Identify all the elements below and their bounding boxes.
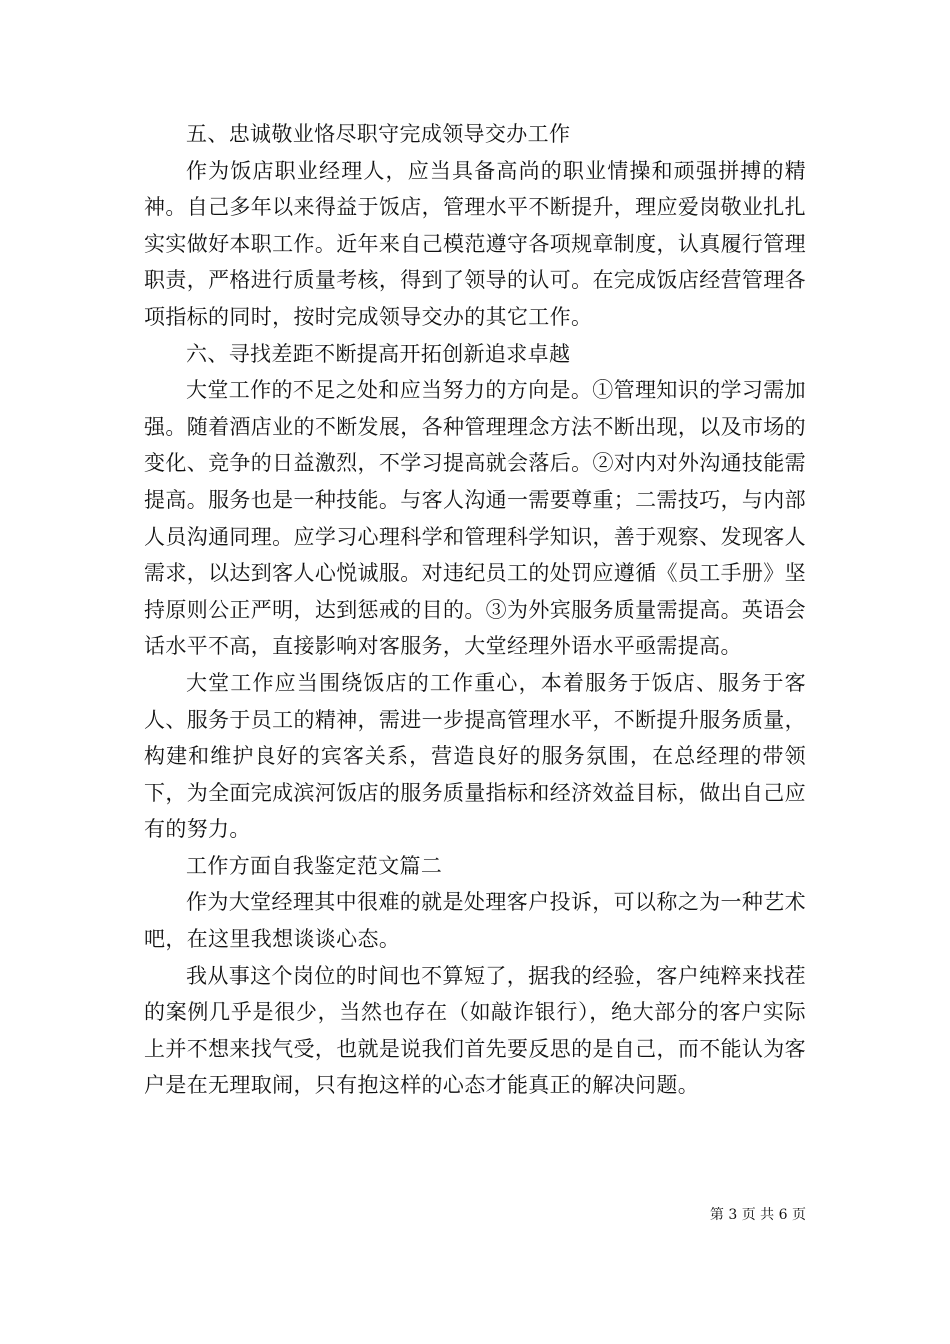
page-number-footer: 第 3 页 共 6 页 — [709, 1207, 806, 1223]
body-paragraph: 我从事这个岗位的时间也不算短了，据我的经验，客户纯粹来找茬的案例几乎是很少，当然也存在（如敲诈银行），绝大部分的客户实际上并不想来找气受，也就是说我们首先要反思的是自己，而不能认为客户是在无理取闹，只有抱这样的心态才能真正的解决问题。 — [144, 963, 806, 1098]
document-body — [144, 116, 806, 1104]
body-paragraph: 大堂工作的不足之处和应当努力的方向是。①管理知识的学习需加强。随着酒店业的不断发展，各种管理理念方法不断出现，以及市场的变化、竞争的日益激烈，不学习提高就会落后。②对内对外沟通技能需提高。服务也是一种技能。与客人沟通一需要尊重；二需技巧，与内部人员沟通同理。应学习心理科学和管理科学知识，善于观察、发现客人需求，以达到客人心悦诚服。对违纪员工的处罚应遵循《员工手册》坚持原则公正严明，达到惩戒的目的。③为外宾服务质量需提高。英语会话水平不高，直接影响对客服务，大堂经理外语水平亟需提高。 — [144, 378, 806, 659]
section-heading-five: 五、忠诚敬业恪尽职守完成领导交办工作 — [186, 122, 571, 146]
article-subtitle: 工作方面自我鉴定范文篇二 — [186, 853, 443, 878]
body-paragraph: 作为大堂经理其中很难的就是处理客户投诉，可以称之为一种艺术吧，在这里我想谈谈心态。 — [144, 890, 806, 952]
section-heading-six: 六、寻找差距不断提高开拓创新追求卓越 — [186, 341, 571, 366]
body-paragraph: 大堂工作应当围绕饭店的工作重心，本着服务于饭店、服务于客人、服务于员工的精神，需进一步提高管理水平，不断提升服务质量，构建和维护良好的宾客关系，营造良好的服务氛围，在总经理的带领下，为全面完成滨河饭店的服务质量指标和经济效益目标，做出自己应有的努力。 — [144, 670, 806, 842]
body-paragraph: 作为饭店职业经理人，应当具备高尚的职业情操和顽强拼搏的精神。自己多年以来得益于饭店，管理水平不断提升，理应爱岗敬业扎扎实实做好本职工作。近年来自己模范遵守各项规章制度，认真履行管理职责，严格进行质量考核，得到了领导的认可。在完成饭店经营管理各项指标的同时，按时完成领导交办的其它工作。 — [144, 158, 806, 329]
